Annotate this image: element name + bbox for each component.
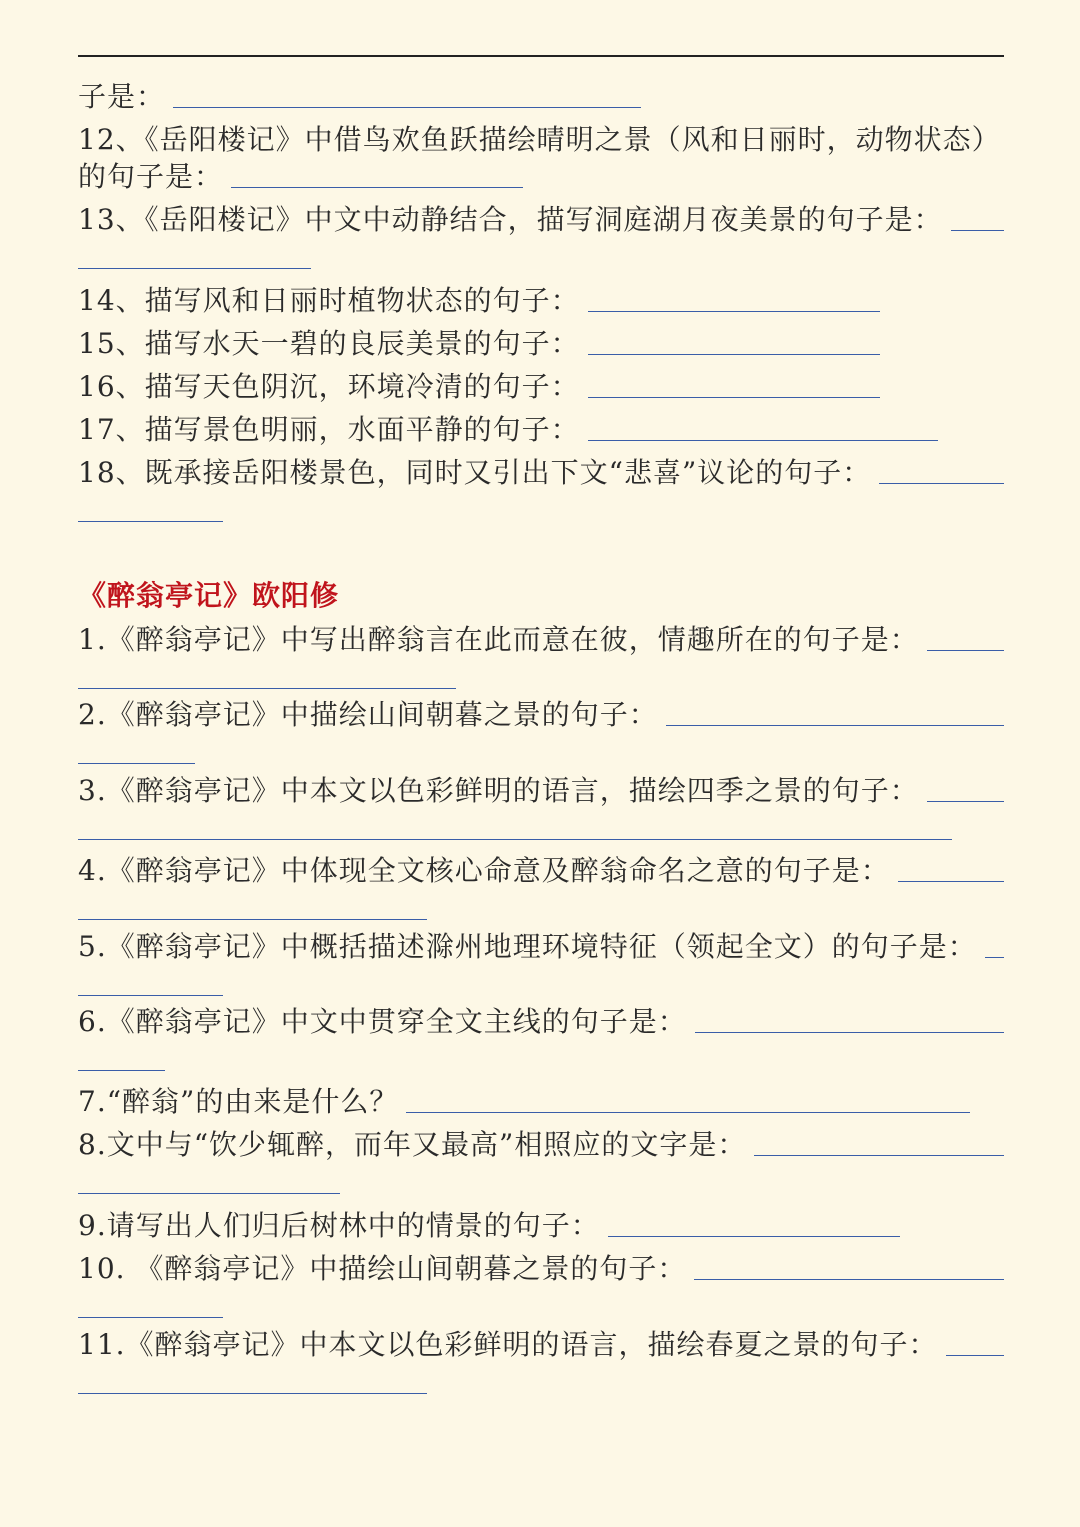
answer-blank-continuation[interactable] [78, 995, 223, 996]
answer-blank-continuation[interactable] [78, 268, 311, 269]
question-text: 子是： [78, 80, 166, 113]
question-15 [78, 327, 1004, 361]
question-text: 8.文中与“饮少辄醉，而年又最高”相照应的文字是： [78, 1128, 747, 1161]
answer-blank[interactable] [173, 107, 641, 108]
question-text: 的句子是： [78, 160, 224, 193]
question-text: 1.《醉翁亭记》中写出醉翁言在此而意在彼，情趣所在的句子是： [78, 623, 919, 656]
question-text: 5.《醉翁亭记》中概括描述滁州地理环境特征（领起全文）的句子是： [78, 930, 977, 963]
question-text: 7.“醉翁”的由来是什么？ [78, 1085, 399, 1118]
question-text: 14、描写风和日丽时植物状态的句子： [78, 284, 580, 317]
question-10 [78, 1252, 1004, 1286]
answer-blank[interactable] [406, 1112, 970, 1113]
answer-blank[interactable] [231, 187, 523, 188]
answer-blank[interactable] [879, 483, 1004, 484]
question-13 [78, 203, 1004, 237]
answer-blank[interactable] [588, 397, 880, 398]
answer-blank-continuation[interactable] [78, 763, 195, 764]
question-12 [78, 123, 1004, 157]
question-17 [78, 413, 1004, 447]
question-text: 3.《醉翁亭记》中本文以色彩鲜明的语言，描绘四季之景的句子： [78, 774, 919, 807]
top-divider [78, 55, 1004, 57]
question-text: 15、描写水天一碧的良辰美景的句子： [78, 327, 580, 360]
question-text: 18、既承接岳阳楼景色，同时又引出下文“悲喜”议论的句子： [78, 456, 872, 489]
answer-blank[interactable] [608, 1236, 900, 1237]
answer-blank[interactable] [588, 440, 938, 441]
question-text: 12、《岳阳楼记》中借鸟欢鱼跃描绘晴明之景（风和日丽时，动物状态） [78, 123, 1001, 156]
answer-blank[interactable] [927, 801, 1004, 802]
answer-blank-continuation[interactable] [78, 1393, 427, 1394]
answer-blank[interactable] [951, 230, 1004, 231]
question-16 [78, 370, 1004, 404]
question-text: 16、描写天色阴沉，环境冷清的句子： [78, 370, 580, 403]
question-14 [78, 284, 1004, 318]
answer-blank[interactable] [754, 1155, 1004, 1156]
question-2 [78, 698, 1004, 732]
question-3 [78, 774, 1004, 808]
question-text: 6.《醉翁亭记》中文中贯穿全文主线的句子是： [78, 1005, 687, 1038]
answer-blank[interactable] [588, 311, 880, 312]
answer-blank-continuation[interactable] [78, 1193, 340, 1194]
question-12-line2 [78, 160, 1004, 194]
answer-blank[interactable] [588, 354, 880, 355]
answer-blank-continuation[interactable] [78, 1070, 165, 1071]
question-8 [78, 1128, 1004, 1162]
question-18 [78, 456, 1004, 490]
question-text: 2.《醉翁亭记》中描绘山间朝暮之景的句子： [78, 698, 658, 731]
answer-blank[interactable] [666, 725, 1004, 726]
question-7 [78, 1085, 1004, 1119]
question-5 [78, 930, 1004, 964]
answer-blank[interactable] [985, 957, 1004, 958]
answer-blank[interactable] [946, 1355, 1004, 1356]
question-text: 4.《醉翁亭记》中体现全文核心命意及醉翁命名之意的句子是： [78, 854, 890, 887]
answer-blank[interactable] [695, 1032, 1004, 1033]
question-text: 9.请写出人们归后树林中的情景的句子： [78, 1209, 600, 1242]
section-heading: 《醉翁亭记》欧阳修 [78, 579, 340, 612]
question-4 [78, 854, 1004, 888]
answer-blank[interactable] [694, 1279, 1004, 1280]
question-11-continuation [78, 80, 1004, 114]
answer-blank-continuation[interactable] [78, 839, 952, 840]
answer-blank-continuation[interactable] [78, 1317, 223, 1318]
question-11 [78, 1328, 1004, 1362]
answer-blank-continuation[interactable] [78, 521, 223, 522]
answer-blank[interactable] [898, 881, 1004, 882]
question-text: 17、描写景色明丽，水面平静的句子： [78, 413, 580, 446]
answer-blank-continuation[interactable] [78, 688, 456, 689]
question-6 [78, 1005, 1004, 1039]
question-text: 11.《醉翁亭记》中本文以色彩鲜明的语言，描绘春夏之景的句子： [78, 1328, 938, 1361]
answer-blank-continuation[interactable] [78, 919, 427, 920]
question-text: 13、《岳阳楼记》中文中动静结合，描写洞庭湖月夜美景的句子是： [78, 203, 943, 236]
question-1 [78, 623, 1004, 657]
answer-blank[interactable] [927, 650, 1004, 651]
question-text: 10. 《醉翁亭记》中描绘山间朝暮之景的句子： [78, 1252, 687, 1285]
question-9 [78, 1209, 1004, 1243]
